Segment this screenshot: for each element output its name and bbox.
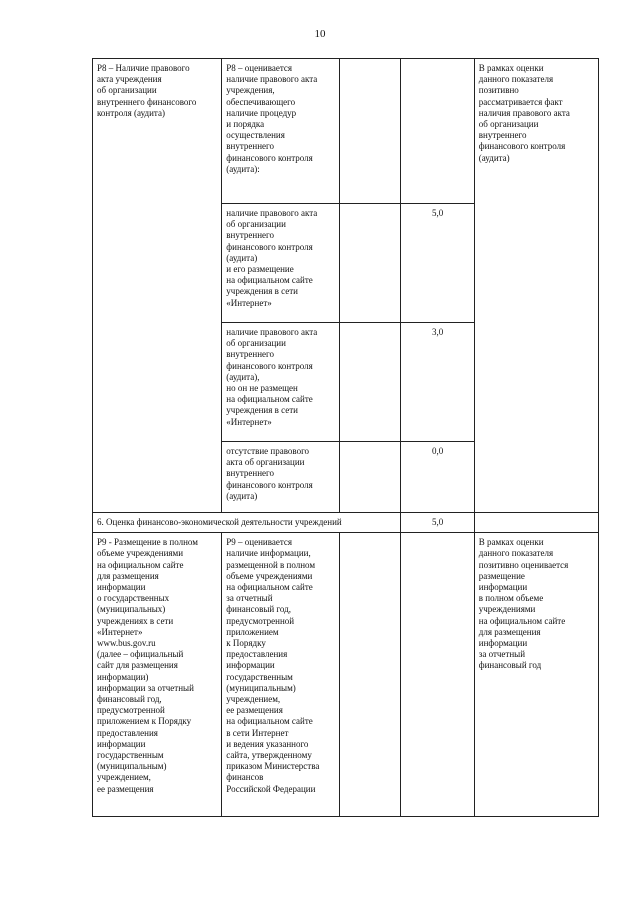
page-number: 10: [314, 28, 326, 40]
criteria-table: [92, 58, 599, 817]
p9-empty-cell-b: [401, 533, 474, 817]
p8-indicator: Р8 – Наличие правового акта учреждения об организации внутреннего финансового контроля (аудита): [93, 59, 222, 513]
p8-option-3-text: отсутствие правового акта об организации внутреннего финансового контроля (аудита): [222, 442, 340, 513]
p8-option-1-text: наличие правового акта об организации внутреннего финансового контроля (аудита) и его размещение на официальном сайте учреждения в сети «Интернет»: [222, 204, 340, 323]
table-row-p8-header: [93, 59, 599, 204]
p8-comment: В рамках оценки данного показателя позитивно рассматривается факт наличия правового акта об организации внутреннего финансового контроля (аудита): [474, 59, 598, 513]
p9-description: Р9 – оценивается наличие информации, размещенной в полном объеме учреждениями на официальном сайте за отчетный финансовый год, предусмотренной приложением к Порядку предоставления информации государственным (муниципальным) учреждением, ее размещения на официальном сайте в сети Интернет и ведения указанного сайта, утвержденному приказом Министерства финансов Российской Федерации: [222, 533, 340, 817]
p8-option-3-empty: [340, 442, 401, 513]
p8-description: Р8 – оценивается наличие правового акта учреждения, обеспечивающего наличие процедур и порядка осуществления внутреннего финансового контроля (аудита):: [222, 59, 340, 204]
p8-option-3-score: 0,0: [401, 442, 474, 513]
p9-comment: В рамках оценки данного показателя позитивно оценивается размещение информации в полном объеме учреждениями на официальном сайте для размещения информации за отчетный финансовый год: [474, 533, 598, 817]
section-6-empty: [474, 513, 598, 533]
p8-option-2-empty: [340, 323, 401, 442]
table-row-p9: [93, 533, 599, 817]
p8-option-2-score: 3,0: [401, 323, 474, 442]
p8-option-1-score: 5,0: [401, 204, 474, 323]
p8-option-1-empty: [340, 204, 401, 323]
section-6-title: 6. Оценка финансово-экономической деятельности учреждений: [93, 513, 401, 533]
p8-option-2-text: наличие правового акта об организации внутреннего финансового контроля (аудита), но он не размещен на официальном сайте учреждения в сети «Интернет»: [222, 323, 340, 442]
p8-empty-cell-b: [401, 59, 474, 204]
section-6-score: 5,0: [401, 513, 474, 533]
p9-indicator: Р9 - Размещение в полном объеме учреждениями на официальном сайте для размещения информации о государственных (муниципальных) учреждениях в сети «Интернет» www.bus.gov.ru (далее – официальный сайт для размещения информации) информации за отчетный финансовый год, предусмотренной приложением к Порядку предоставления информации государственным (муниципальным) учреждением, ее размещения: [93, 533, 222, 817]
table-row-section-6: [93, 513, 599, 533]
p9-empty-cell-a: [340, 533, 401, 817]
p8-empty-cell-a: [340, 59, 401, 204]
